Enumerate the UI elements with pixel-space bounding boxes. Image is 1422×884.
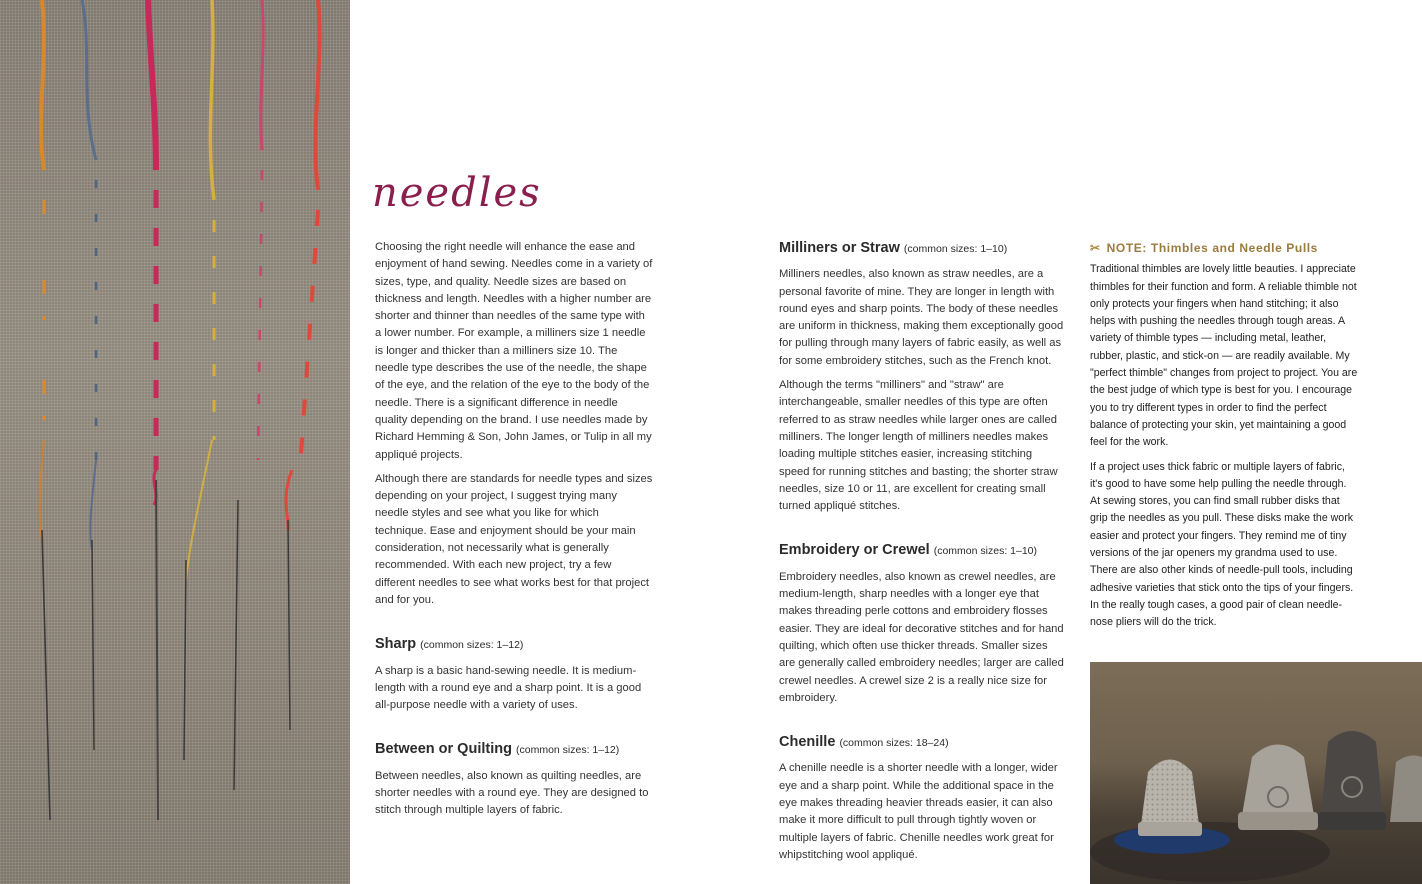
sharp-heading — [375, 636, 653, 654]
between-heading-sizes: (common sizes: 1–12) — [515, 744, 620, 757]
note-paragraph-1: Traditional thimbles are lovely little beauties. I appreciate thimbles for their function and form. A reliable thimble not only protects your fingers when hand stitching; it also helps with pushing the needles through tough areas. A variety of thimble types — including metal, leather, rubber, plastic, and stick-on — are readily available. My "perfect thimble" changes from project to project. You are the best judge of which type is best for you. I encourage you to try different types in order to find the perfect balance of protecting your skin, yet maintaining a good feel for the work. — [1090, 263, 1358, 449]
note-box — [1090, 240, 1358, 639]
sharp-heading-name: Sharp — [375, 636, 417, 653]
milliners-body-1: Milliners needles, also known as straw needles, are a personal favorite of mine. They are longer in length with round eyes and sharp points. The body of these needles are uniform in thickness, making them exceptionally good for pulling through many layers of fabric easily, as well as for some embroidery stitches, such as the French knot. — [779, 268, 1064, 367]
chenille-heading — [779, 734, 1064, 752]
sharp-heading-sizes: (common sizes: 1–12) — [420, 639, 524, 652]
chenille-heading-sizes: (common sizes: 18–24) — [839, 737, 949, 750]
between-body: Between needles, also known as quilting needles, are shorter needles with a round eye. They are designed to stitch through multiple layers of fabric. — [375, 769, 649, 817]
intro-paragraph-2: Although there are standards for needle types and sizes depending on your project, I suggest trying many needle styles and see what you like for which technique. Ease and enjoyment should be your main consideration, not necessarily what is generally recommended. With each new project, try a few different needles to see what works best for that project and for you. — [375, 472, 653, 606]
thimbles-illustration — [1090, 662, 1422, 884]
thimbles-photo — [1090, 662, 1422, 884]
page-title: needles — [372, 170, 542, 216]
milliners-heading-sizes: (common sizes: 1–10) — [903, 243, 1008, 255]
milliners-heading — [779, 240, 1064, 258]
chenille-heading-name: Chenille — [779, 734, 836, 751]
between-heading — [375, 741, 653, 759]
embroidery-body: Embroidery needles, also known as crewel needles, are medium-length, sharp needles with a longer eye that makes threading perle cottons and embroidery flosses easier. They are ideal for decorative stitches and for hand quilting, which often use thicker threads. Smaller sizes are generally called embroidery needles; larger are called crewel needles. A crewel size 2 is a really nice size for embroidery. — [779, 570, 1064, 704]
needles-illustration — [0, 0, 350, 884]
embroidery-heading-sizes: (common sizes: 1–10) — [933, 545, 1038, 558]
note-heading — [1090, 240, 1358, 257]
needles-photo — [0, 0, 350, 884]
chenille-body: A chenille needle is a shorter needle with a longer, wider eye and a sharp point. While the additional space in the eye makes threading heavier threads easier, it can also make it more difficult to pull through tightly woven or multiple layers of fabric. Chenille needles work great for whipstitching wool appliqué. — [779, 762, 1058, 861]
between-heading-name: Between or Quilting — [375, 741, 512, 758]
column-middle — [779, 240, 1064, 871]
column-left — [375, 239, 653, 827]
embroidery-heading-name: Embroidery or Crewel — [779, 542, 930, 559]
note-title: NOTE: Thimbles and Needle Pulls — [1106, 241, 1318, 255]
note-paragraph-2: If a project uses thick fabric or multiple layers of fabric, it's good to have some help pulling the needle through. At sewing stores, you can find small rubber disks that grip the needles as you pull. These disks make the work easier and protect your fingers. They remind me of tiny versions of the jar openers my grandma used to use. There are also other kinds of needle-pull tools, including adhesive varieties that stick onto the tips of your fingers. In the really tough cases, a good pair of clean needle-nose pliers will do the trick. — [1090, 460, 1354, 629]
scissors-icon: ✂ — [1090, 241, 1101, 255]
milliners-body-2: Although the terms "milliners" and "straw" are interchangeable, smaller needles of this type are often referred to as straw needles while larger ones are called milliners. The longer length of milliners needles makes loading multiple stitches easier, increasing stitching speed for running stitches and basting; the shorter straw needles, size 10 or 11, are excellent for creating small turned appliqué stitches. — [779, 379, 1058, 513]
milliners-heading-name: Milliners or Straw — [779, 240, 900, 256]
intro-paragraph-1: Choosing the right needle will enhance the ease and enjoyment of hand sewing. Needles come in a variety of sizes, type, and quality. Needle sizes are based on thickness and length. Needles with a higher number are shorter and thinner than needles of the same type with a lower number. For example, a milliners size 1 needle is longer and thicker than a milliners size 10. The needle type describes the use of the needle, the shape of the eye, and the relation of the eye to the body of the needle. There is a significant difference in needle quality depending on the brand. I use needles made by Richard Hemming & Son, John James, or Tulip in all my appliqué projects. — [375, 241, 653, 461]
embroidery-heading — [779, 542, 1064, 560]
sharp-body: A sharp is a basic hand-sewing needle. It is medium-length with a round eye and a sharp point. It is a good all-purpose needle with a variety of uses. — [375, 664, 642, 712]
